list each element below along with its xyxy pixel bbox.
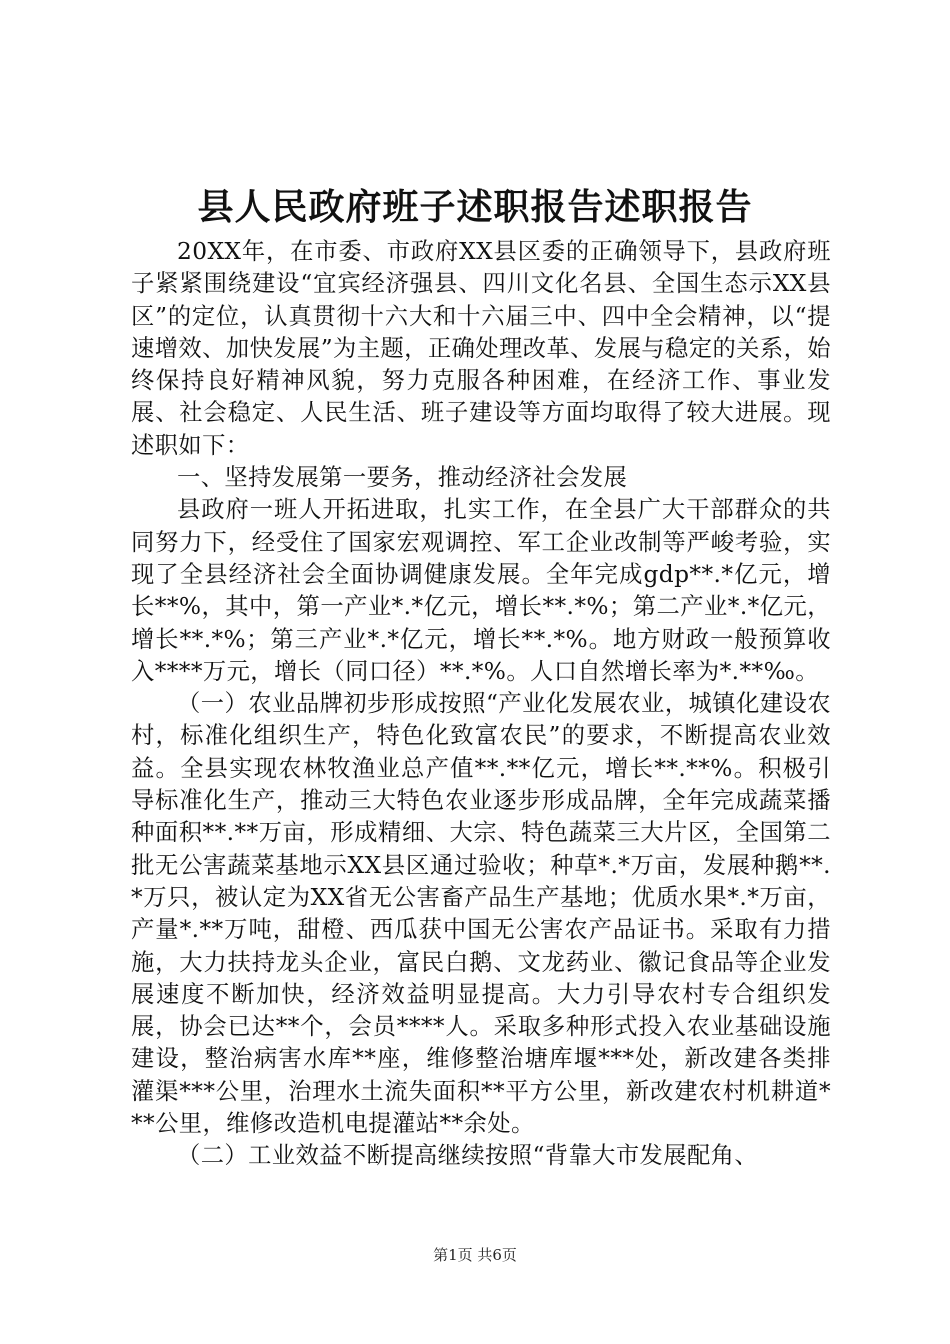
document-title: 县人民政府班子述职报告述职报告	[197, 186, 753, 228]
section-heading: 一、坚持发展第一要务，推动经济社会发展	[177, 464, 628, 492]
body-paragraph: （二）工业效益不断提高继续按照“背靠大市发展配角、	[177, 1142, 759, 1170]
intro-paragraph: 20XX年，在市委、市政府XX县区委的正确领导下，县政府班子紧紧围绕建设“宜宾经济强县、四川文化名县、全国生态示XX县区”的定位，认真贯彻十六大和十六届三中、四中全会精神，以“提速增效、加快发展”为主题，正确处理改革、发展与稳定的关系，始终保持良好精神风貌，努力克服各种困难，在经济工作、事业发展、社会稳定、人民生活、班子建设等方面均取得了较大进展。现述职如下：	[131, 238, 831, 459]
body-paragraph: （一）农业品牌初步形成按照“产业化发展农业，城镇化建设农村，标准化组织生产，特色化致富农民”的要求，不断提高农业效益。全县实现农林牧渔业总产值**.**亿元，增长**.**%。积极引导标准化生产，推动三大特色农业逐步形成品牌，全年完成蔬菜播种面积**.**万亩，形成精细、大宗、特色蔬菜三大片区，全国第二批无公害蔬菜基地示XX县区通过验收；种草*.*万亩，发展种鹅**.*万只，被认定为XX省无公害畜产品生产基地；优质水果*.*万亩，产量*.**万吨，甜橙、西瓜获中国无公害农产品证书。采取有力措施，大力扶持龙头企业，富民白鹅、文龙药业、徽记食品等企业发展速度不断加快，经济效益明显提高。大力引导农村专合组织发展，协会已达**个，会员****人。采取多种形式投入农业基础设施建设，整治病害水库**座，维修整治塘库堰***处，新改建各类排灌渠***公里，治理水土流失面积**平方公里，新改建农村机耕道***公里，维修改造机电提灌站**余处。	[131, 690, 831, 1138]
document-body	[131, 236, 831, 1173]
page-number-footer: 第1页 共6页	[433, 1246, 517, 1264]
body-paragraph: 县政府一班人开拓进取，扎实工作，在全县广大干部群众的共同努力下，经受住了国家宏观调控、军工企业改制等严峻考验，实现了全县经济社会全面协调健康发展。全年完成gdp**.*亿元，增长**%，其中，第一产业*.*亿元，增长**.*%；第二产业*.*亿元，增长**.*%；第三产业*.*亿元，增长**.*%。地方财政一般预算收入****万元，增长（同口径）**.*%。人口自然增长率为*.**‰。	[131, 496, 831, 685]
